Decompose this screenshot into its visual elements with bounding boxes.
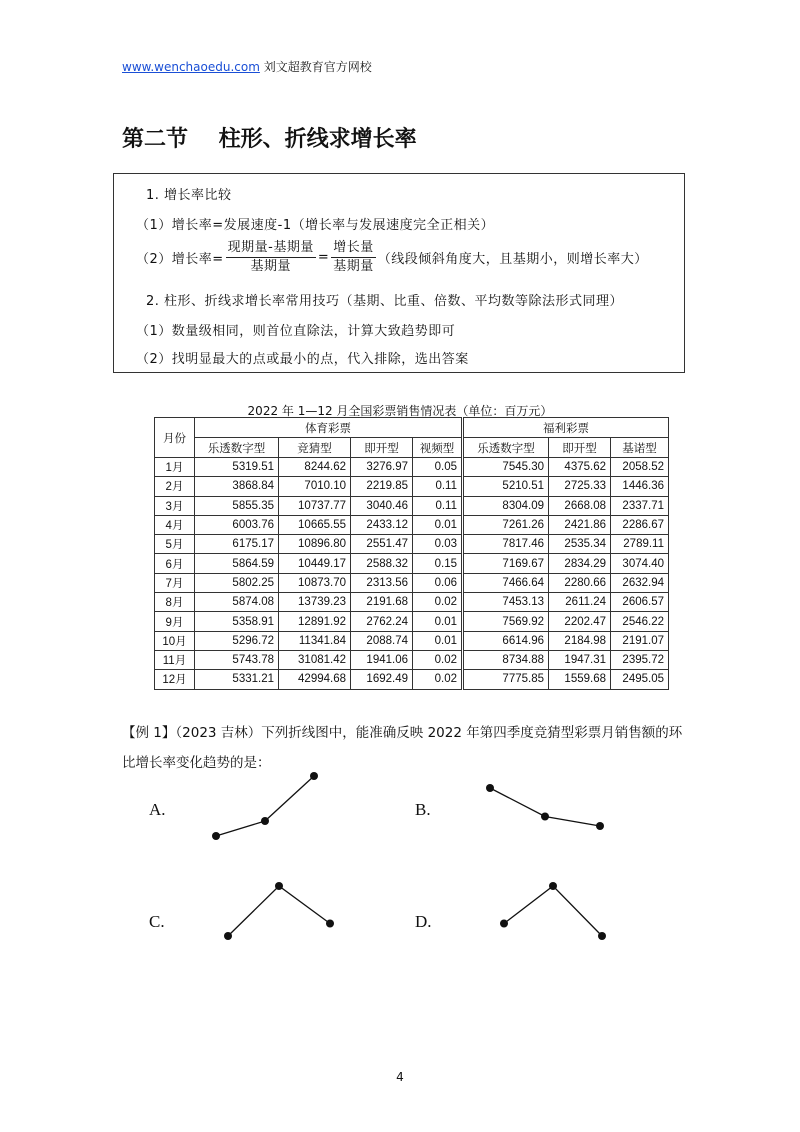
column-header: 基诺型	[611, 438, 669, 458]
value-cell: 11341.84	[279, 631, 351, 650]
value-cell: 7169.67	[463, 554, 549, 573]
month-cell: 9月	[155, 612, 195, 631]
trend-point	[326, 920, 334, 928]
summary-line-4: 2. 柱形、折线求增长率常用技巧（基期、比重、倍数、平均数等除法形式同理）	[146, 294, 624, 309]
value-cell: 1941.06	[351, 650, 413, 669]
value-cell: 0.01	[413, 612, 463, 631]
value-cell: 1692.49	[351, 670, 413, 689]
value-cell: 2668.08	[549, 496, 611, 515]
value-cell: 2789.11	[611, 535, 669, 554]
value-cell: 7775.85	[463, 670, 549, 689]
value-cell: 2184.98	[549, 631, 611, 650]
value-cell: 1559.68	[549, 670, 611, 689]
example-question	[122, 718, 688, 778]
value-cell: 3040.46	[351, 496, 413, 515]
table-row	[155, 573, 669, 592]
month-cell: 10月	[155, 631, 195, 650]
value-cell: 2313.56	[351, 573, 413, 592]
value-cell: 5802.25	[195, 573, 279, 592]
value-cell: 2058.52	[611, 458, 669, 477]
trend-point	[598, 932, 606, 940]
trend-point	[310, 772, 318, 780]
value-cell: 0.02	[413, 650, 463, 669]
value-cell: 0.11	[413, 496, 463, 515]
option-b-chart[interactable]	[484, 782, 606, 832]
trend-point	[212, 832, 220, 840]
table-row	[155, 477, 669, 496]
value-cell: 42994.68	[279, 670, 351, 689]
column-header: 即开型	[549, 438, 611, 458]
table-row	[155, 458, 669, 477]
month-cell: 8月	[155, 593, 195, 612]
value-cell: 12891.92	[279, 612, 351, 631]
page-header	[122, 58, 372, 75]
value-cell: 7466.64	[463, 573, 549, 592]
fraction-1-denominator: 基期量	[250, 259, 292, 274]
value-cell: 2588.32	[351, 554, 413, 573]
fraction-1	[226, 240, 316, 275]
option-a-label[interactable]: A.	[149, 800, 166, 819]
value-cell: 2280.66	[549, 573, 611, 592]
value-cell: 2611.24	[549, 593, 611, 612]
value-cell: 10449.17	[279, 554, 351, 573]
value-cell: 0.01	[413, 515, 463, 534]
summary-line-6: （2）找明显最大的点或最小的点，代入排除，选出答案	[136, 352, 469, 367]
value-cell: 2286.67	[611, 515, 669, 534]
table-row	[155, 496, 669, 515]
option-d-chart[interactable]	[498, 880, 608, 942]
value-cell: 5855.35	[195, 496, 279, 515]
summary-line-5: （1）数量级相同，则首位直除法，计算大致趋势即可	[136, 324, 456, 339]
month-cell: 1月	[155, 458, 195, 477]
org-name: 刘文超教育官方网校	[259, 60, 372, 74]
value-cell: 1446.36	[611, 477, 669, 496]
value-cell: 7453.13	[463, 593, 549, 612]
value-cell: 2546.22	[611, 612, 669, 631]
value-cell: 8734.88	[463, 650, 549, 669]
value-cell: 7545.30	[463, 458, 549, 477]
fraction-2-numerator: 增长量	[331, 240, 376, 258]
trend-point	[224, 932, 232, 940]
website-link[interactable]: www.wenchaoedu.com	[122, 60, 260, 74]
value-cell: 7569.92	[463, 612, 549, 631]
month-cell: 6月	[155, 554, 195, 573]
formula-suffix: （线段倾斜角度大，且基期小，则增长率大）	[377, 252, 648, 267]
value-cell: 10896.80	[279, 535, 351, 554]
fraction-2-denominator: 基期量	[333, 259, 374, 274]
value-cell: 5210.51	[463, 477, 549, 496]
formula-prefix: （2）增长率=	[136, 252, 224, 267]
value-cell: 4375.62	[549, 458, 611, 477]
value-cell: 8304.09	[463, 496, 549, 515]
summary-line-2: （1）增长率=发展速度-1（增长率与发展速度完全正相关）	[136, 218, 495, 233]
value-cell: 10737.77	[279, 496, 351, 515]
value-cell: 6003.76	[195, 515, 279, 534]
welfare-lottery-header: 福利彩票	[463, 418, 669, 438]
growth-formula	[136, 240, 648, 275]
value-cell: 0.11	[413, 477, 463, 496]
value-cell: 0.06	[413, 573, 463, 592]
trend-point	[275, 882, 283, 890]
month-cell: 7月	[155, 573, 195, 592]
table-row	[155, 554, 669, 573]
column-header: 乐透数字型	[195, 438, 279, 458]
value-cell: 2762.24	[351, 612, 413, 631]
month-cell: 4月	[155, 515, 195, 534]
trend-point	[596, 822, 604, 830]
value-cell: 0.01	[413, 631, 463, 650]
table-caption: 2022 年 1—12 月全国彩票销售情况表（单位：百万元）	[247, 404, 553, 418]
value-cell: 31081.42	[279, 650, 351, 669]
value-cell: 6614.96	[463, 631, 549, 650]
value-cell: 5864.59	[195, 554, 279, 573]
value-cell: 2495.05	[611, 670, 669, 689]
fraction-1-numerator: 现期量-基期量	[226, 240, 316, 258]
value-cell: 0.02	[413, 670, 463, 689]
value-cell: 5296.72	[195, 631, 279, 650]
month-cell: 12月	[155, 670, 195, 689]
value-cell: 2191.07	[611, 631, 669, 650]
formula-equals: =	[317, 250, 330, 265]
value-cell: 2551.47	[351, 535, 413, 554]
value-cell: 3276.97	[351, 458, 413, 477]
option-a-chart[interactable]	[210, 770, 320, 842]
trend-point	[541, 813, 549, 821]
table-row	[155, 612, 669, 631]
page-number: 4	[396, 1070, 404, 1084]
sports-lottery-header: 体育彩票	[195, 418, 463, 438]
value-cell: 3868.84	[195, 477, 279, 496]
month-cell: 2月	[155, 477, 195, 496]
table-row	[155, 650, 669, 669]
trend-line	[504, 886, 602, 936]
lottery-sales-table	[154, 417, 669, 690]
value-cell: 2191.68	[351, 593, 413, 612]
summary-line-1: 1. 增长率比较	[146, 188, 232, 203]
fraction-2	[331, 240, 376, 275]
value-cell: 2395.72	[611, 650, 669, 669]
trend-point	[500, 920, 508, 928]
value-cell: 13739.23	[279, 593, 351, 612]
value-cell: 2433.12	[351, 515, 413, 534]
value-cell: 2606.57	[611, 593, 669, 612]
value-cell: 0.02	[413, 593, 463, 612]
column-header: 乐透数字型	[463, 438, 549, 458]
value-cell: 0.05	[413, 458, 463, 477]
table-row	[155, 670, 669, 689]
option-c-label[interactable]: C.	[149, 912, 165, 931]
option-d-label[interactable]: D.	[415, 912, 432, 931]
trend-point	[261, 817, 269, 825]
month-cell: 3月	[155, 496, 195, 515]
table-row	[155, 515, 669, 534]
value-cell: 2337.71	[611, 496, 669, 515]
trend-point	[486, 784, 494, 792]
value-cell: 2421.86	[549, 515, 611, 534]
column-header: 竞猜型	[279, 438, 351, 458]
option-c-chart[interactable]	[222, 880, 336, 942]
value-cell: 7261.26	[463, 515, 549, 534]
table-row	[155, 593, 669, 612]
value-cell: 5331.21	[195, 670, 279, 689]
value-cell: 7817.46	[463, 535, 549, 554]
value-cell: 2088.74	[351, 631, 413, 650]
trend-point	[549, 882, 557, 890]
value-cell: 1947.31	[549, 650, 611, 669]
value-cell: 2202.47	[549, 612, 611, 631]
example-text: （2023 吉林）下列折线图中，能准确反映 2022 年第四季度竞猜型彩票月销售额的环比增长率变化趋势的是：	[122, 725, 683, 771]
example-tag: 【例 1】	[122, 725, 176, 741]
column-header: 即开型	[351, 438, 413, 458]
option-b-label[interactable]: B.	[415, 800, 431, 819]
value-cell: 5874.08	[195, 593, 279, 612]
trend-line	[228, 886, 330, 936]
value-cell: 10873.70	[279, 573, 351, 592]
value-cell: 8244.62	[279, 458, 351, 477]
column-header: 视频型	[413, 438, 463, 458]
table-row	[155, 631, 669, 650]
value-cell: 2834.29	[549, 554, 611, 573]
month-cell: 11月	[155, 650, 195, 669]
value-cell: 5743.78	[195, 650, 279, 669]
month-cell: 5月	[155, 535, 195, 554]
trend-line	[216, 776, 314, 836]
summary-box	[113, 173, 685, 373]
table-header-row-1	[155, 418, 669, 438]
value-cell: 6175.17	[195, 535, 279, 554]
value-cell: 2632.94	[611, 573, 669, 592]
value-cell: 10665.55	[279, 515, 351, 534]
value-cell: 2535.34	[549, 535, 611, 554]
month-header: 月份	[155, 418, 195, 458]
value-cell: 7010.10	[279, 477, 351, 496]
value-cell: 3074.40	[611, 554, 669, 573]
value-cell: 2219.85	[351, 477, 413, 496]
section-title: 第二节 柱形、折线求增长率	[122, 127, 417, 152]
table-header-row-2	[155, 438, 669, 458]
value-cell: 0.03	[413, 535, 463, 554]
value-cell: 5358.91	[195, 612, 279, 631]
table-row	[155, 535, 669, 554]
value-cell: 0.15	[413, 554, 463, 573]
value-cell: 2725.33	[549, 477, 611, 496]
value-cell: 5319.51	[195, 458, 279, 477]
